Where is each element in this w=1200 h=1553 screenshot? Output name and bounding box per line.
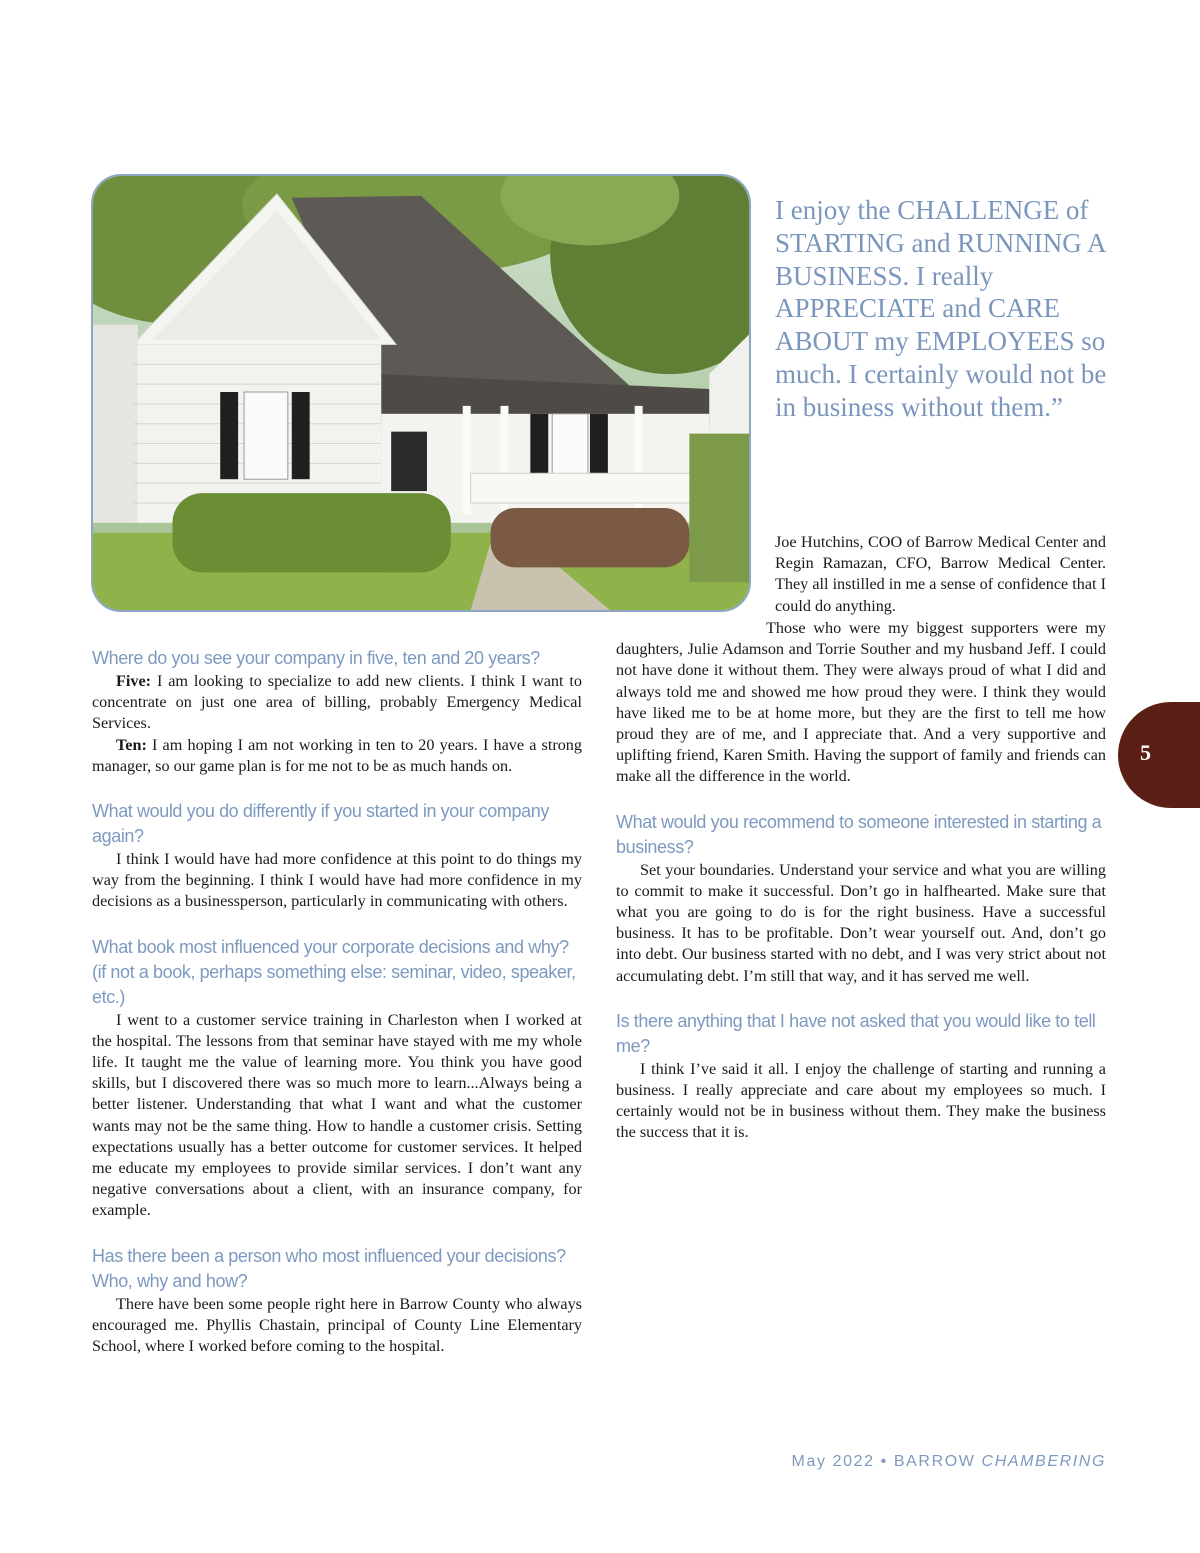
paragraph: Those who were my biggest supporters were my daughters, Julie Adamson and Torrie Souther and my husband Jeff. I could not have done it without them. They were always proud of what I did and always told me and showed me how proud they were. I think they would have liked me to be at home more, but they are the first to tell me how proud they are of me, and I appreciate that. And a very supportive and uplifting friend, Karen Smith. Having the support of family and friends can make all the difference in the world.: [616, 619, 1106, 786]
pull-quote: I enjoy the CHALLENGE of STARTING and RUNNING A BUSINESS. I really APPRECIATE and CARE ABOUT my EMPLOYEES so much. I certainly would not be in business without them.”: [775, 195, 1107, 422]
answer-paragraph: [92, 735, 582, 777]
left-column: [92, 646, 582, 1357]
answer-paragraph: Set your boundaries. Understand your service and what you are willing to commit to make it successful. Don’t go in halfhearted. Make sure that what you are going to do is for the right business. Have a successful business. It has to be profitable. Don’t wear yourself out. And, don’t go into debt. Our business started with no debt, and I was very strict about not accumulating debt. I’m still that way, and it has served me well.: [616, 860, 1106, 985]
answer-paragraph: I went to a customer service training in Charleston when I worked at the hospital. The lessons from that seminar have stayed with me my whole life. It taught me the value of learning more. You think you have good skills, but I discovered there was so much more to learn...Always being a better listener. Understanding that what I want and what the customer wants may not be the same thing. How to handle a customer crisis. Setting expectations usually has a better outcome for customer services. It helped me educate my employees to provide similar services. I don’t want any negative conversations about a client, with an insurance company, for example.: [92, 1010, 582, 1220]
label-ten: Ten:: [116, 735, 147, 754]
question-heading: Is there anything that I have not asked that you would like to tell me?: [616, 1010, 1096, 1056]
answer-paragraph: I think I would have had more confidence at this point to do things my way from the beginning. I think I would have had more confidence in my decisions as a businessperson, particularly in communicating with others.: [92, 850, 582, 911]
house-illustration: [93, 176, 749, 610]
question-heading: Has there been a person who most influenced your decisions? Who, why and how?: [92, 1245, 566, 1291]
label-five: Five:: [116, 672, 152, 690]
question-heading: Where do you see your company in five, ten and 20 years?: [92, 648, 540, 668]
answer-text: I am hoping I am not working in ten to 20 years. I have a strong manager, so our game plan is for me not to be as much hands on.: [92, 735, 582, 775]
house-photo: [91, 174, 751, 612]
question-heading: What would you do differently if you started in your company again?: [92, 801, 549, 847]
answer-paragraph: I think I’ve said it all. I enjoy the challenge of starting and running a business. I really appreciate and care about my employees so much. I certainly would not be in business without them. They make the business the success that it is.: [616, 1059, 1106, 1142]
page-number-tab: [1118, 702, 1200, 808]
answer-text: I am looking to specialize to add new clients. I think I want to concentrate on just one area of billing, probably Emergency Medical Services.: [92, 672, 582, 733]
footer-publication: CHAMBERING: [981, 1453, 1106, 1470]
question-heading: What book most influenced your corporate decisions and why? (if not a book, perhaps something else: seminar, video, speaker, etc.): [92, 936, 576, 1007]
answer-paragraph: There have been some people right here in Barrow County who always encouraged me. Phyllis Chastain, principal of County Line Elementary School, where I worked before coming to the hospital.: [92, 1294, 582, 1356]
answer-paragraph: [92, 671, 582, 735]
footer: [792, 1453, 1106, 1471]
right-narrow-paragraph: [775, 532, 1106, 617]
question-heading: What would you recommend to someone interested in starting a business?: [616, 811, 1102, 857]
page-number: 5: [1140, 740, 1151, 765]
footer-date: May 2022 • BARROW: [791, 1453, 982, 1470]
paragraph: Joe Hutchins, COO of Barrow Medical Center and Regin Ramazan, CFO, Barrow Medical Center. They all instilled in me a sense of confidence that I could do anything.: [775, 533, 1106, 615]
right-column: [616, 618, 1106, 1144]
